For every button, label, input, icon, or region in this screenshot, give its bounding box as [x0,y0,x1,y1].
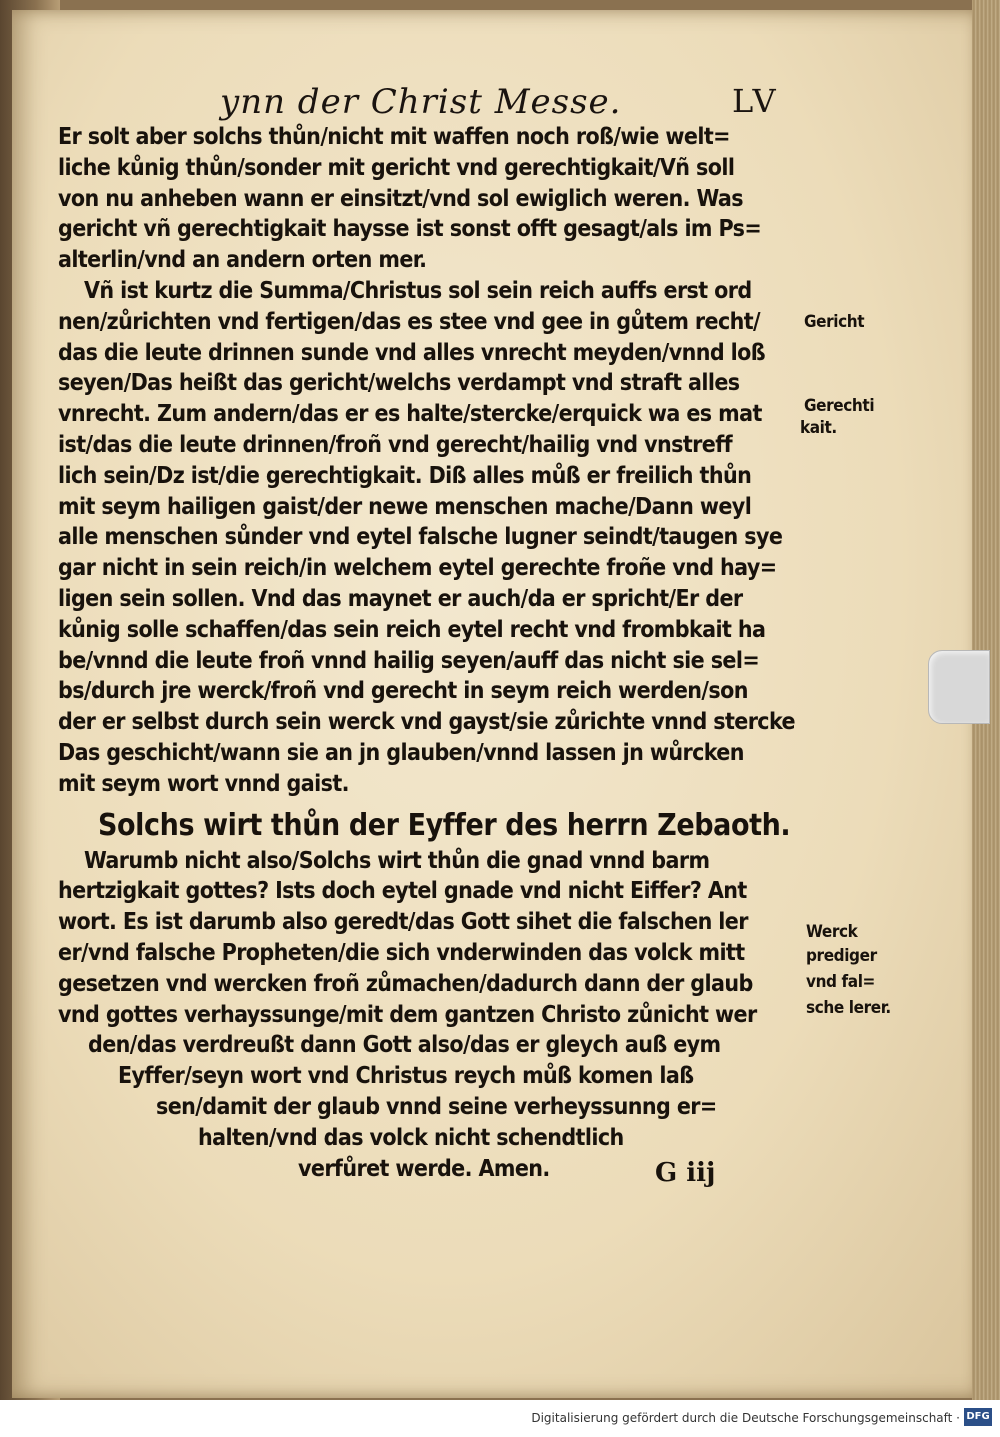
text-line: be/vnnd die leute froñ vnnd hailig seyen/auff das nicht sie sel= [58,647,760,674]
folio-number: LV [732,82,779,120]
text-line: das die leute drinnen sunde vnd alles vnrecht meyden/vnnd loß [58,339,766,366]
text-line: sen/damit der glaub vnnd seine verheyssunng er= [156,1093,717,1120]
text-line: liche kůnig thůn/sonder mit gericht vnd gerechtigkait/Vñ soll [58,154,735,181]
text-line: Vñ ist kurtz die Summa/Christus sol sein reich auffs erst ord [84,277,752,304]
marginal-note-werck: Werck [806,922,858,942]
text-line: gericht vñ gerechtigkait haysse ist sonst offt gesagt/als im Ps= [58,216,762,243]
marginal-note-gericht: Gericht [804,312,865,332]
marginal-note-prediger: prediger [806,946,877,966]
text-line: seyen/Das heißt das gericht/welchs verdampt vnd straft alles [58,370,740,397]
text-line: wort. Es ist darumb also geredt/das Gott sihet die falschen ler [58,909,748,936]
text-line: vnrecht. Zum andern/das er es halte/stercke/erquick wa es mat [58,401,762,428]
text-line: lich sein/Dz ist/die gerechtigkait. Diß alles můß er freilich thůn [58,462,752,489]
text-line: ist/das die leute drinnen/froñ vnd gerecht/hailig vnd vnstreff [58,431,732,458]
text-line: halten/vnd das volck nicht schendtlich [198,1124,624,1151]
marginal-note-gerechtikait-1: Gerechti [804,396,875,416]
text-line: von nu anheben wann er einsitzt/vnd sol ewiglich weren. Was [58,185,743,212]
text-line: nen/zůrichten vnd fertigen/das es stee vnd gee in gůtem recht/ [58,308,761,335]
text-line: alterlin/vnd an andern orten mer. [58,247,427,274]
text-line: den/das verdreußt dann Gott also/das er gleych auß eym [88,1032,721,1059]
dfg-logo: DFG [964,1408,992,1426]
text-line: gesetzen vnd wercken froñ zůmachen/dadurch dann der glaub [58,970,753,997]
main-text-block [58,122,798,1184]
signature-mark: G iij [655,1158,716,1188]
funding-credit: Digitalisierung gefördert durch die Deutsche Forschungsgemeinschaft · [531,1411,960,1425]
marginal-note-sche-lerer: sche lerer. [806,998,891,1018]
text-line: gar nicht in sein reich/in welchem eytel gerechte froñe vnd hay= [58,555,777,582]
text-line: hertzigkait gottes? Ists doch eytel gnade vnd nicht Eiffer? Ant [58,878,747,905]
marginal-note-gerechtikait-2: kait. [800,418,837,438]
text-line: mit seym hailigen gaist/der newe menschen mache/Dann weyl [58,493,752,520]
text-line: Eyffer/seyn wort vnd Christus reych můß komen laß [118,1063,694,1090]
marginal-note-vnd-fal: vnd fal= [806,972,875,992]
running-head: ynn der Christ Messe. [220,82,622,122]
text-line: mit seym wort vnnd gaist. [58,770,349,797]
text-line: alle menschen sůnder vnd eytel falsche lugner seindt/taugen sye [58,524,783,551]
text-line: der er selbst durch sein werck vnd gayst/sie zůrichte vnnd stercke [58,709,795,736]
text-line: er/vnd falsche Propheten/die sich vnderwinden das volck mitt [58,939,745,966]
text-line: vnd gottes verhayssunge/mit dem gantzen Christo zůnicht wer [58,1001,757,1028]
page-tab-marker [928,650,990,724]
text-line: Er solt aber solchs thůn/nicht mit waffen noch roß/wie welt= [58,124,730,150]
text-line: Warumb nicht also/Solchs wirt thůn die gnad vnnd barm [84,847,710,874]
text-line: verfůret werde. Amen. [298,1155,550,1182]
text-line: Das geschicht/wann sie an jn glauben/vnnd lassen jn wůrcken [58,739,744,766]
text-line: ligen sein sollen. Vnd das maynet er auch/da er spricht/Er der [58,585,743,612]
text-line: kůnig solle schaffen/das sein reich eytel recht vnd frombkait ha [58,616,766,643]
text-line: bs/durch jre werck/froñ vnd gerecht in seym reich werden/son [58,678,748,705]
section-heading: Solchs wirt thůn der Eyffer des herrn Zebaoth. [98,807,791,843]
